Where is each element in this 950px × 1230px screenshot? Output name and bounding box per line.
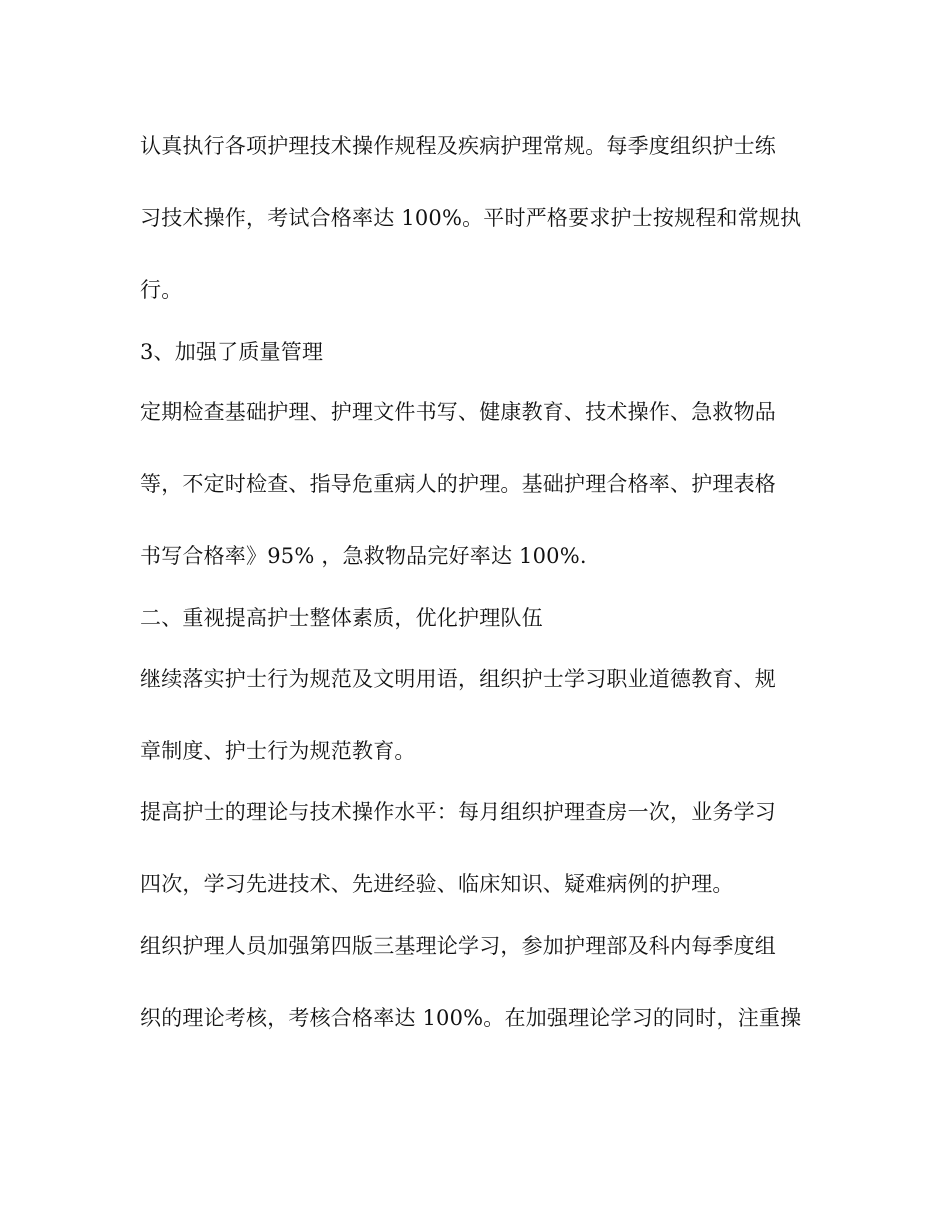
paragraph-line: 行。 bbox=[140, 278, 183, 302]
section-heading: 3、加强了质量管理 bbox=[140, 340, 324, 364]
section-heading: 二、重视提高护士整体素质，优化护理队伍 bbox=[140, 606, 543, 630]
paragraph-line: 四次，学习先进技术、先进经验、临床知识、疑难病例的护理。 bbox=[140, 872, 734, 896]
paragraph-line: 书写合格率》95% ，急救物品完好率达 100%. bbox=[140, 544, 587, 568]
paragraph-line: 习技术操作，考试合格率达 100%。平时严格要求护士按规程和常规执 bbox=[140, 206, 802, 230]
paragraph-line: 等，不定时检查、指导危重病人的护理。基础护理合格率、护理表格 bbox=[140, 472, 776, 496]
paragraph-line: 组织护理人员加强第四版三基理论学习，参加护理部及科内每季度组 bbox=[140, 934, 776, 958]
paragraph-line: 章制度、护士行为规范教育。 bbox=[140, 739, 416, 763]
paragraph-line: 定期检查基础护理、护理文件书写、健康教育、技术操作、急救物品 bbox=[140, 400, 776, 424]
paragraph-line: 继续落实护士行为规范及文明用语，组织护士学习职业道德教育、规 bbox=[140, 667, 776, 691]
paragraph-line: 织的理论考核，考核合格率达 100%。在加强理论学习的同时，注重操 bbox=[140, 1006, 802, 1030]
paragraph-line: 认真执行各项护理技术操作规程及疾病护理常规。每季度组织护士练 bbox=[140, 134, 776, 158]
paragraph-line: 提高护士的理论与技术操作水平：每月组织护理查房一次，业务学习 bbox=[140, 800, 776, 824]
